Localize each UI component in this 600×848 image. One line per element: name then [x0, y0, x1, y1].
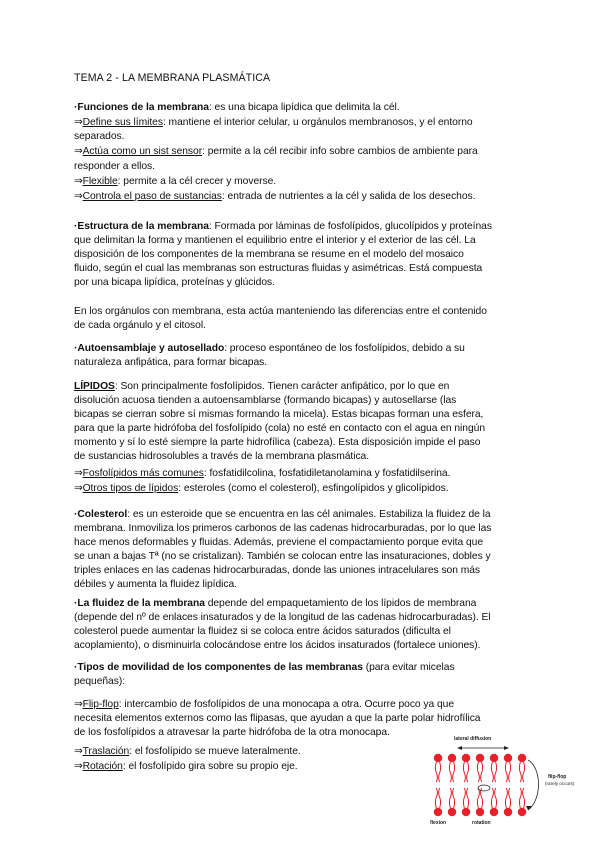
lipid-head-bottom	[462, 808, 470, 816]
estructura-line-5: por una bicapa lipídica, proteínas y glúcidos.	[74, 277, 275, 288]
estructura-heading: ·Estructura de la membrana	[74, 221, 209, 232]
lipidos-item-1: ⇒Fosfolípidos más comunes: fosfatidilcolina, fosfatidiletanolamina y fosfatidilserina.	[74, 468, 451, 479]
funciones-item-2-cont: responder a ellos.	[74, 161, 155, 172]
movilidad-line-2: pequeñas):	[74, 676, 126, 687]
lipid-tail-top	[439, 762, 441, 782]
lipidos-line-1: LÍPIDOS: Son principalmente fosfolípidos. Tienen carácter anfipático, por lo que en	[74, 381, 450, 392]
lipid-tail-bottom	[491, 788, 493, 808]
lipid-tail-bottom	[463, 788, 465, 808]
movilidad-item-1: ⇒Flip-flop: intercambio de fosfolípidos de una monocapa a otra. Ocurre poco ya que	[74, 699, 455, 710]
lipid-tail-top	[505, 762, 507, 782]
lipid-tail-top	[509, 762, 511, 782]
colesterol-line-4: se unan a bajas Tª (no se cristalizan). También se colocan entre las insaturaciones, dobles y	[74, 551, 491, 562]
colesterol-heading: ·Colesterol	[74, 509, 128, 520]
membrane-motion-diagram	[424, 730, 596, 826]
flip-flop-label: flip-flop	[548, 774, 567, 780]
movilidad-item-1-cont-1: necesita elementos externos como las flipasas, que ayudan a que la parte polar hidrofílica	[74, 713, 481, 724]
autoensamblaje-heading: ·Autoensamblaje y autosellado	[74, 343, 225, 354]
estructura-line-2: que delimitan la forma y mantienen el equilibrio entre el interior y el exterior de las cél. La	[74, 235, 476, 246]
lateral-diffusion-label: lateral diffusion	[454, 736, 492, 742]
autoensamblaje-line-2: naturaleza anfipática, para formar bicapas.	[74, 357, 268, 368]
fluidez-heading: ·La fluidez de la membrana	[74, 598, 205, 609]
lipidos-line-6: de sustancias hidrosolubles a través de la membrana plasmática.	[74, 451, 370, 462]
funciones-item-1: ⇒Define sus límites: mantiene el interior celular, u orgánulos membranosos, y el entorno	[74, 117, 473, 128]
lipid-head-top	[504, 754, 512, 762]
fluidez-line-4: acoplamiento), o disminuirla colocándose entre los ácidos insaturados (fortalece uniones).	[74, 640, 481, 651]
flip-flop-arrow-icon	[528, 760, 539, 810]
lipidos-heading: LÍPIDOS	[74, 381, 115, 392]
colesterol-line-3: hace menos deformables y fluidas. Además, previene el compactamiento porque evita que	[74, 537, 484, 548]
autoensamblaje-line-1: ·Autoensamblaje y autosellado: proceso espontáneo de los fosfolípidos, debido a su	[74, 343, 465, 354]
lipid-tail-bottom	[519, 788, 521, 808]
colesterol-line-5: triples enlaces en las cadenas hidrocarburadas, donde las uniones intracelulares son más	[74, 565, 481, 576]
movilidad-heading: ·Tipos de movilidad de los componentes de las membranas	[74, 662, 363, 673]
fluidez-line-3: colesterol puede aumentar la fluidez si se coloca entre ácidos saturados (dificulta el	[74, 626, 451, 637]
lipidos-line-2: disolución acuosa tienden a autoensamblarse (formando bicapas) y autosellarse (las	[74, 395, 457, 406]
lipid-head-top	[462, 754, 470, 762]
lipid-tail-bottom	[477, 788, 479, 808]
lipid-tail-bottom	[449, 788, 451, 808]
rotation-label: rotation	[472, 820, 491, 826]
lipid-head-top	[448, 754, 456, 762]
lipid-head-bottom	[476, 808, 484, 816]
lipid-tail-top	[435, 762, 437, 782]
estructura-p2-line-1: En los orgánulos con membrana, esta actúa manteniendo las diferencias entre el contenido	[74, 306, 487, 317]
lipid-head-top	[434, 754, 442, 762]
lipid-tail-bottom	[453, 788, 455, 808]
lipid-head-bottom	[490, 808, 498, 816]
funciones-item-2: ⇒Actúa como un sist sensor: permite a la cél recibir info sobre cambios de ambiente para	[74, 146, 478, 157]
movilidad-item-1-cont-2: de los fosfolípidos a atravesar la parte hidrófoba de la otra monocapa.	[74, 727, 390, 738]
lipid-head-bottom	[504, 808, 512, 816]
lipid-tail-top	[463, 762, 465, 782]
lipid-tail-bottom	[435, 788, 437, 808]
lipidos-line-3: bicapas se cierran sobre sí mismas formando la micela). Estas bicapas forman una esfera,	[74, 409, 484, 420]
estructura-p2-line-2: de cada orgánulo y el citosol.	[74, 320, 206, 331]
lipid-tail-bottom	[439, 788, 441, 808]
page-title: TEMA 2 - LA MEMBRANA PLASMÁTICA	[74, 72, 271, 84]
colesterol-line-6: débiles y aumenta la fluidez lipídica.	[74, 579, 237, 590]
lipid-tail-top	[467, 762, 469, 782]
estructura-line-1: ·Estructura de la membrana: Formada por láminas de fosfolípidos, glucolípidos y proteínas	[74, 221, 492, 232]
lipid-tail-top	[481, 762, 483, 782]
colesterol-line-1: ·Colesterol: es un esteroide que se encuentra en las cél animales. Estabiliza la fluidez de la	[74, 509, 491, 520]
lipid-tail-top	[519, 762, 521, 782]
lipid-head-top	[476, 754, 484, 762]
lipidos-line-4: para que la parte hidrófoba del fosfolípido (cola) no esté en contacto con el agua en ningún	[74, 423, 486, 434]
estructura-line-3: disposición de los componentes de la membrana se resume en el modelo del mosaico	[74, 249, 464, 260]
lipid-bilayer	[434, 754, 526, 816]
flexion-label: flexion	[430, 820, 447, 826]
lipid-head-bottom	[434, 808, 442, 816]
lipid-tail-top	[495, 762, 497, 782]
estructura-line-4: fluido, según el cual las membranas son estructuras fluidas y asimétricas. Está compuesta	[74, 263, 483, 274]
lipid-head-bottom	[448, 808, 456, 816]
lipid-tail-bottom	[509, 788, 511, 808]
lipid-tail-bottom	[495, 788, 497, 808]
funciones-item-1-cont: separados.	[74, 131, 125, 142]
lipidos-item-2: ⇒Otros tipos de lípidos: esteroles (como el colesterol), esfingolípidos y glicolípidos.	[74, 483, 449, 494]
colesterol-line-2: membrana. Inmoviliza los primeros carbonos de las cadenas hidrocarburadas, por lo que las	[74, 523, 492, 534]
lipid-tail-top	[523, 762, 525, 782]
fluidez-line-1: ·La fluidez de la membrana depende del empaquetamiento de los lípidos de membrana	[74, 598, 477, 609]
rotation-arrow-icon	[478, 785, 490, 791]
movilidad-item-2: ⇒Traslación: el fosfolípido se mueve lateralmente.	[74, 746, 301, 757]
lipid-tail-bottom	[467, 788, 469, 808]
fluidez-line-2: (depende del nº de enlaces insaturados y de la longitud de las cadenas hidrocarburadas). El	[74, 612, 491, 623]
lipid-head-top	[490, 754, 498, 762]
movilidad-item-3: ⇒Rotación: el fosfolípido gira sobre su propio eje.	[74, 761, 298, 772]
lipid-tail-top	[477, 762, 479, 782]
lipid-tail-top	[449, 762, 451, 782]
lipid-tail-bottom	[505, 788, 507, 808]
flip-flop-note: (rarely occurs)	[545, 781, 575, 786]
lipid-head-bottom	[518, 808, 526, 816]
lipid-tail-top	[453, 762, 455, 782]
funciones-item-4: ⇒Controla el paso de sustancias: entrada de nutrientes a la cél y salida de los desechos.	[74, 191, 476, 202]
lipid-tail-top	[491, 762, 493, 782]
movilidad-line-1: ·Tipos de movilidad de los componentes de las membranas (para evitar micelas	[74, 662, 455, 673]
funciones-line-1: ·Funciones de la membrana: es una bicapa lipídica que delimita la cél.	[74, 102, 400, 113]
lipidos-line-5: momento y sí lo esté siempre la parte hidrofílica (cabeza). Esta disposición impide el paso	[74, 437, 481, 448]
funciones-heading: ·Funciones de la membrana	[74, 102, 209, 113]
lipid-tail-bottom	[523, 788, 525, 808]
lipid-head-top	[518, 754, 526, 762]
funciones-item-3: ⇒Flexible: permite a la cél crecer y moverse.	[74, 176, 277, 187]
